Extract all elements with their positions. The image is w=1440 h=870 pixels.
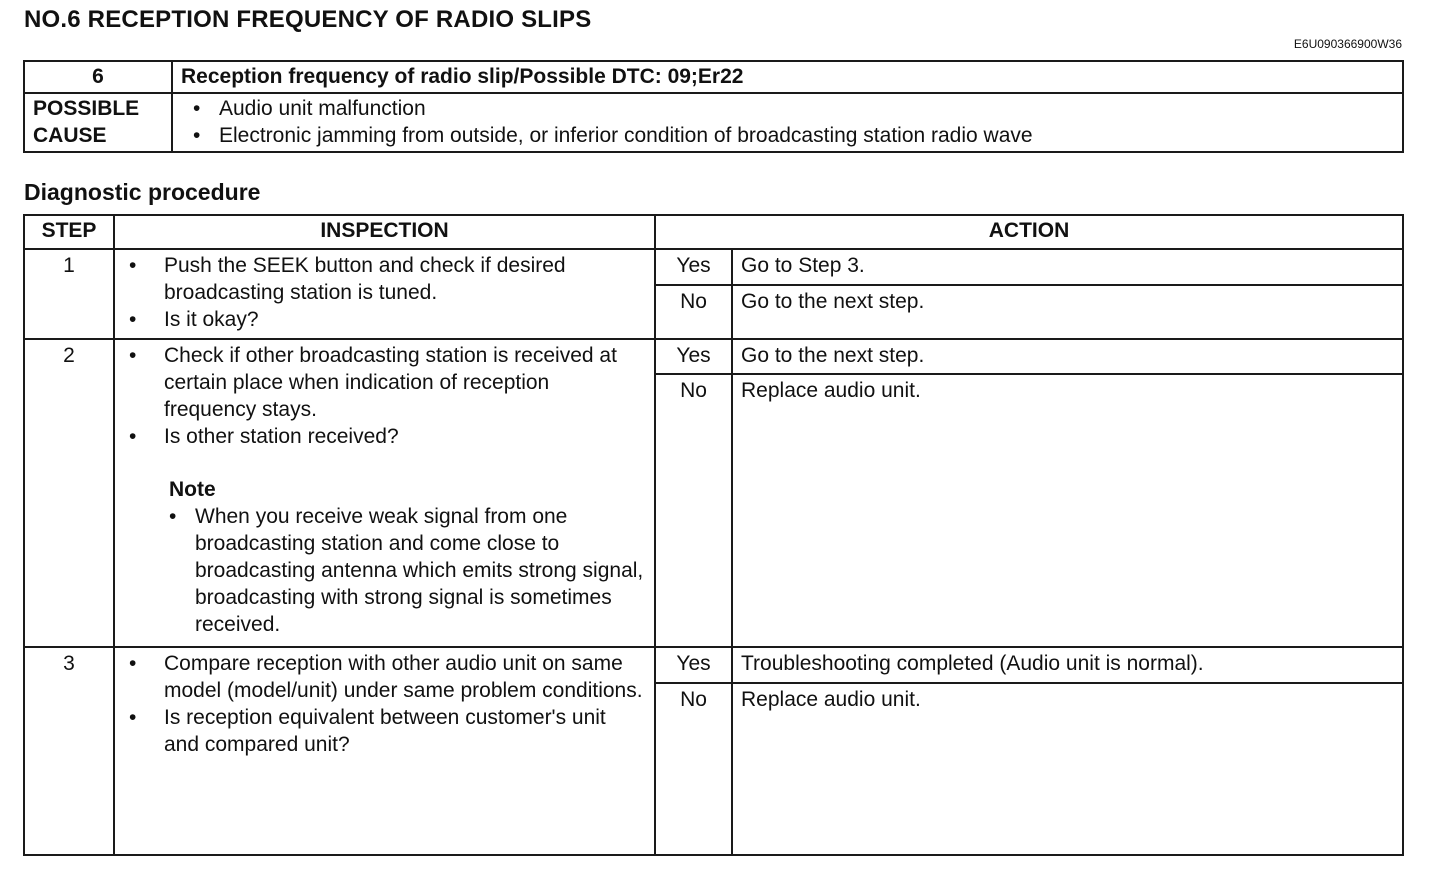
step-number: 3 (24, 647, 114, 855)
inspection-item: • Is reception equivalent between customer's unit and compared unit? (115, 704, 644, 758)
inspection-item: • Is other station received? (115, 423, 644, 450)
document-code: E6U090366900W36 (1293, 37, 1402, 51)
note-title: Note (169, 478, 216, 501)
note-block (115, 476, 644, 638)
inspection-item: • Compare reception with other audio unit on same model (model/unit) under same problem conditions. (115, 650, 644, 704)
yes-action: Go to Step 3. (732, 249, 1403, 285)
step-3-yes-row (24, 647, 1403, 683)
diagnostic-procedure-table (23, 214, 1404, 856)
no-action: Go to the next step. (732, 285, 1403, 339)
diagnostic-procedure-title: Diagnostic procedure (24, 179, 261, 205)
page-title: NO.6 RECEPTION FREQUENCY OF RADIO SLIPS (24, 6, 592, 33)
yes-label: Yes (655, 249, 732, 285)
yes-label: Yes (655, 647, 732, 683)
no-label: No (655, 285, 732, 339)
table-header-row (24, 215, 1403, 249)
inspection-item: • Is it okay? (115, 306, 644, 333)
symptom-number: 6 (24, 61, 172, 93)
column-header-action: ACTION (655, 215, 1403, 249)
step-number: 1 (24, 249, 114, 339)
no-action: Replace audio unit. (732, 683, 1403, 856)
symptom-heading: Reception frequency of radio slip/Possible DTC: 09;Er22 (172, 61, 1403, 93)
step-2-inspection (114, 339, 655, 647)
no-action: Replace audio unit. (732, 374, 1403, 647)
inspection-item: • Check if other broadcasting station is received at certain place when indication of reception frequency stays. (115, 342, 644, 423)
step-3-inspection (114, 647, 655, 855)
no-label: No (655, 374, 732, 647)
yes-action: Troubleshooting completed (Audio unit is normal). (732, 647, 1403, 683)
no-label: No (655, 683, 732, 856)
possible-cause-label: POSSIBLE CAUSE (24, 93, 172, 152)
symptom-title-row (24, 61, 1403, 93)
step-1-yes-row (24, 249, 1403, 285)
inspection-item: • Push the SEEK button and check if desired broadcasting station is tuned. (115, 252, 644, 306)
cause-item: • Electronic jamming from outside, or inferior condition of broadcasting station radio wave (181, 122, 1402, 149)
step-2-yes-row (24, 339, 1403, 374)
column-header-inspection: INSPECTION (114, 215, 655, 249)
note-item: • When you receive weak signal from one broadcasting station and come close to broadcasting antenna which emits strong signal, broadcasting with strong signal is sometimes received. (169, 503, 644, 638)
possible-cause-list (181, 95, 1402, 149)
step-1-inspection (114, 249, 655, 339)
possible-cause-list-cell (172, 93, 1403, 152)
yes-label: Yes (655, 339, 732, 374)
cause-item: • Audio unit malfunction (181, 95, 1402, 122)
step-number: 2 (24, 339, 114, 647)
column-header-step: STEP (24, 215, 114, 249)
symptom-header-table (23, 60, 1404, 153)
possible-cause-row (24, 93, 1403, 152)
yes-action: Go to the next step. (732, 339, 1403, 374)
